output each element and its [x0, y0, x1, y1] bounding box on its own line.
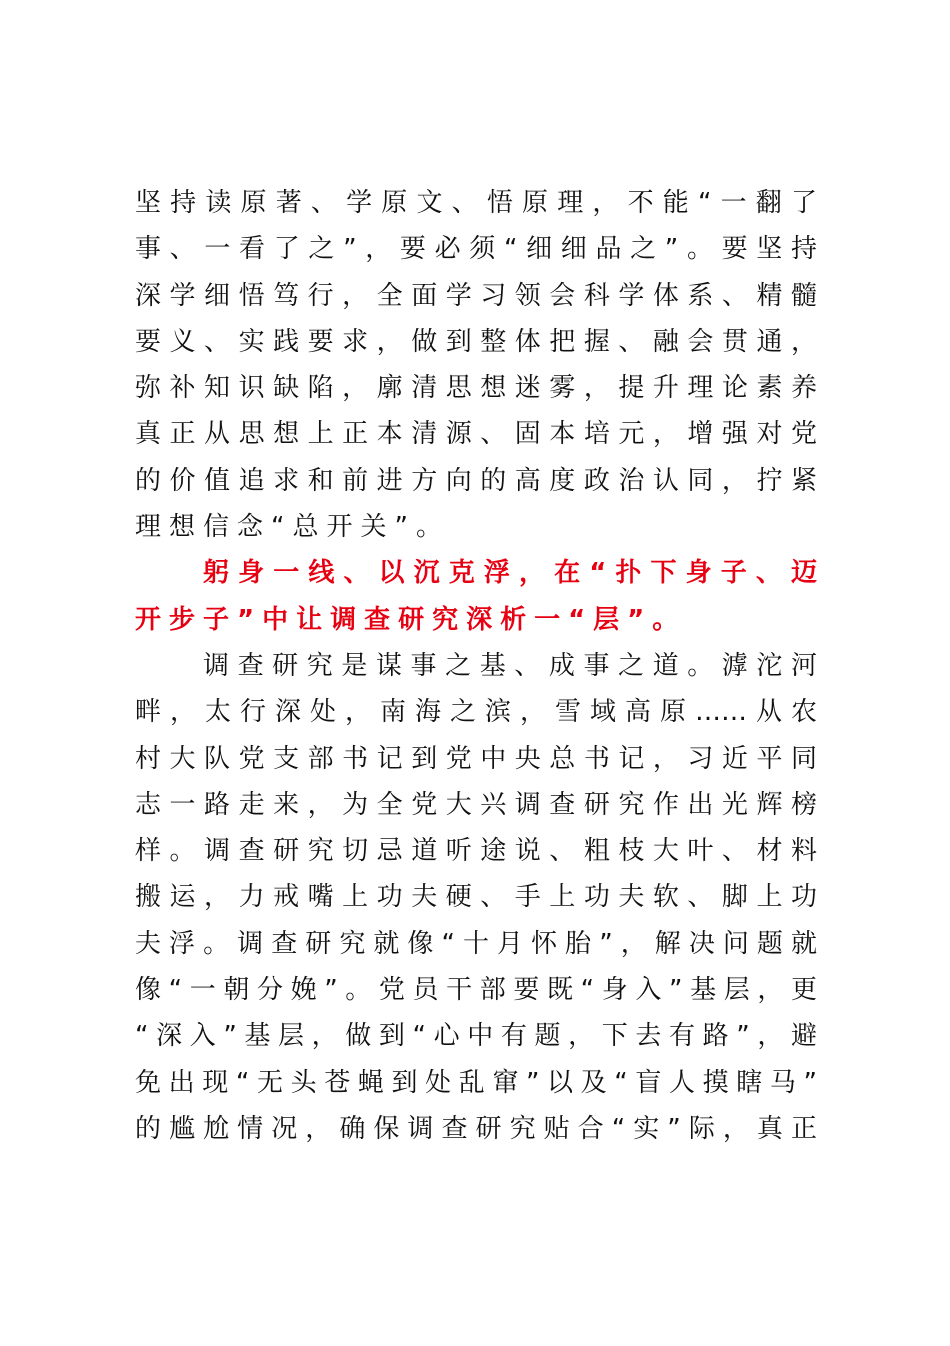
text-line: 夫浮。调查研究就像“十月怀胎”，解决问题就: [135, 928, 817, 959]
text-line: 像“一朝分娩”。党员干部要既“身入”基层，更: [135, 975, 817, 1006]
text-line: 村大队党支部书记到党中央总书记，习近平同: [135, 743, 817, 774]
text-line: 搬运，力戒嘴上功夫硬、手上功夫软、脚上功: [135, 882, 817, 913]
text-line: 坚持读原著、学原文、悟原理，不能“一翻了: [135, 188, 817, 218]
text-line: 的尴尬情况，确保调查研究贴合“实”际，真正: [135, 1113, 817, 1144]
text-body: [135, 180, 817, 1152]
text-line: 深学细悟笃行，全面学习领会科学体系、精髓: [135, 280, 817, 311]
text-line: 弥补知识缺陷，廓清思想迷雾，提升理论素养: [135, 373, 817, 404]
paragraph-investigation: [135, 643, 817, 1152]
text-line: “深入”基层，做到“心中有题，下去有路”，避: [135, 1021, 817, 1052]
text-line: 理想信念“总开关”。: [135, 512, 450, 543]
paragraph-study-originals: [135, 180, 817, 550]
text-line: 志一路走来，为全党大兴调查研究作出光辉榜: [135, 789, 817, 820]
text-line: 免出现“无头苍蝇到处乱窜”以及“盲人摸瞎马”: [135, 1067, 817, 1098]
section-heading: [135, 550, 817, 643]
heading-line: 开步子”中让调查研究深析一“层”。: [135, 604, 687, 635]
text-line: 真正从思想上正本清源、固本培元，增强对党: [135, 419, 817, 450]
text-line: 样。调查研究切忌道听途说、粗枝大叶、材料: [135, 836, 817, 867]
heading-line: 躬身一线、以沉克浮，在“扑下身子、迈: [203, 558, 817, 589]
text-line: 事、一看了之”，要必须“细细品之”。要坚持: [135, 234, 817, 265]
text-line: 要义、实践要求，做到整体把握、融会贯通，: [135, 326, 817, 357]
text-line: 畔，太行深处，南海之滨，雪域高原……从农: [135, 697, 817, 728]
text-line: 调查研究是谋事之基、成事之道。滹沱河: [203, 650, 817, 681]
text-line: 的价值追求和前进方向的高度政治认同，拧紧: [135, 465, 817, 496]
